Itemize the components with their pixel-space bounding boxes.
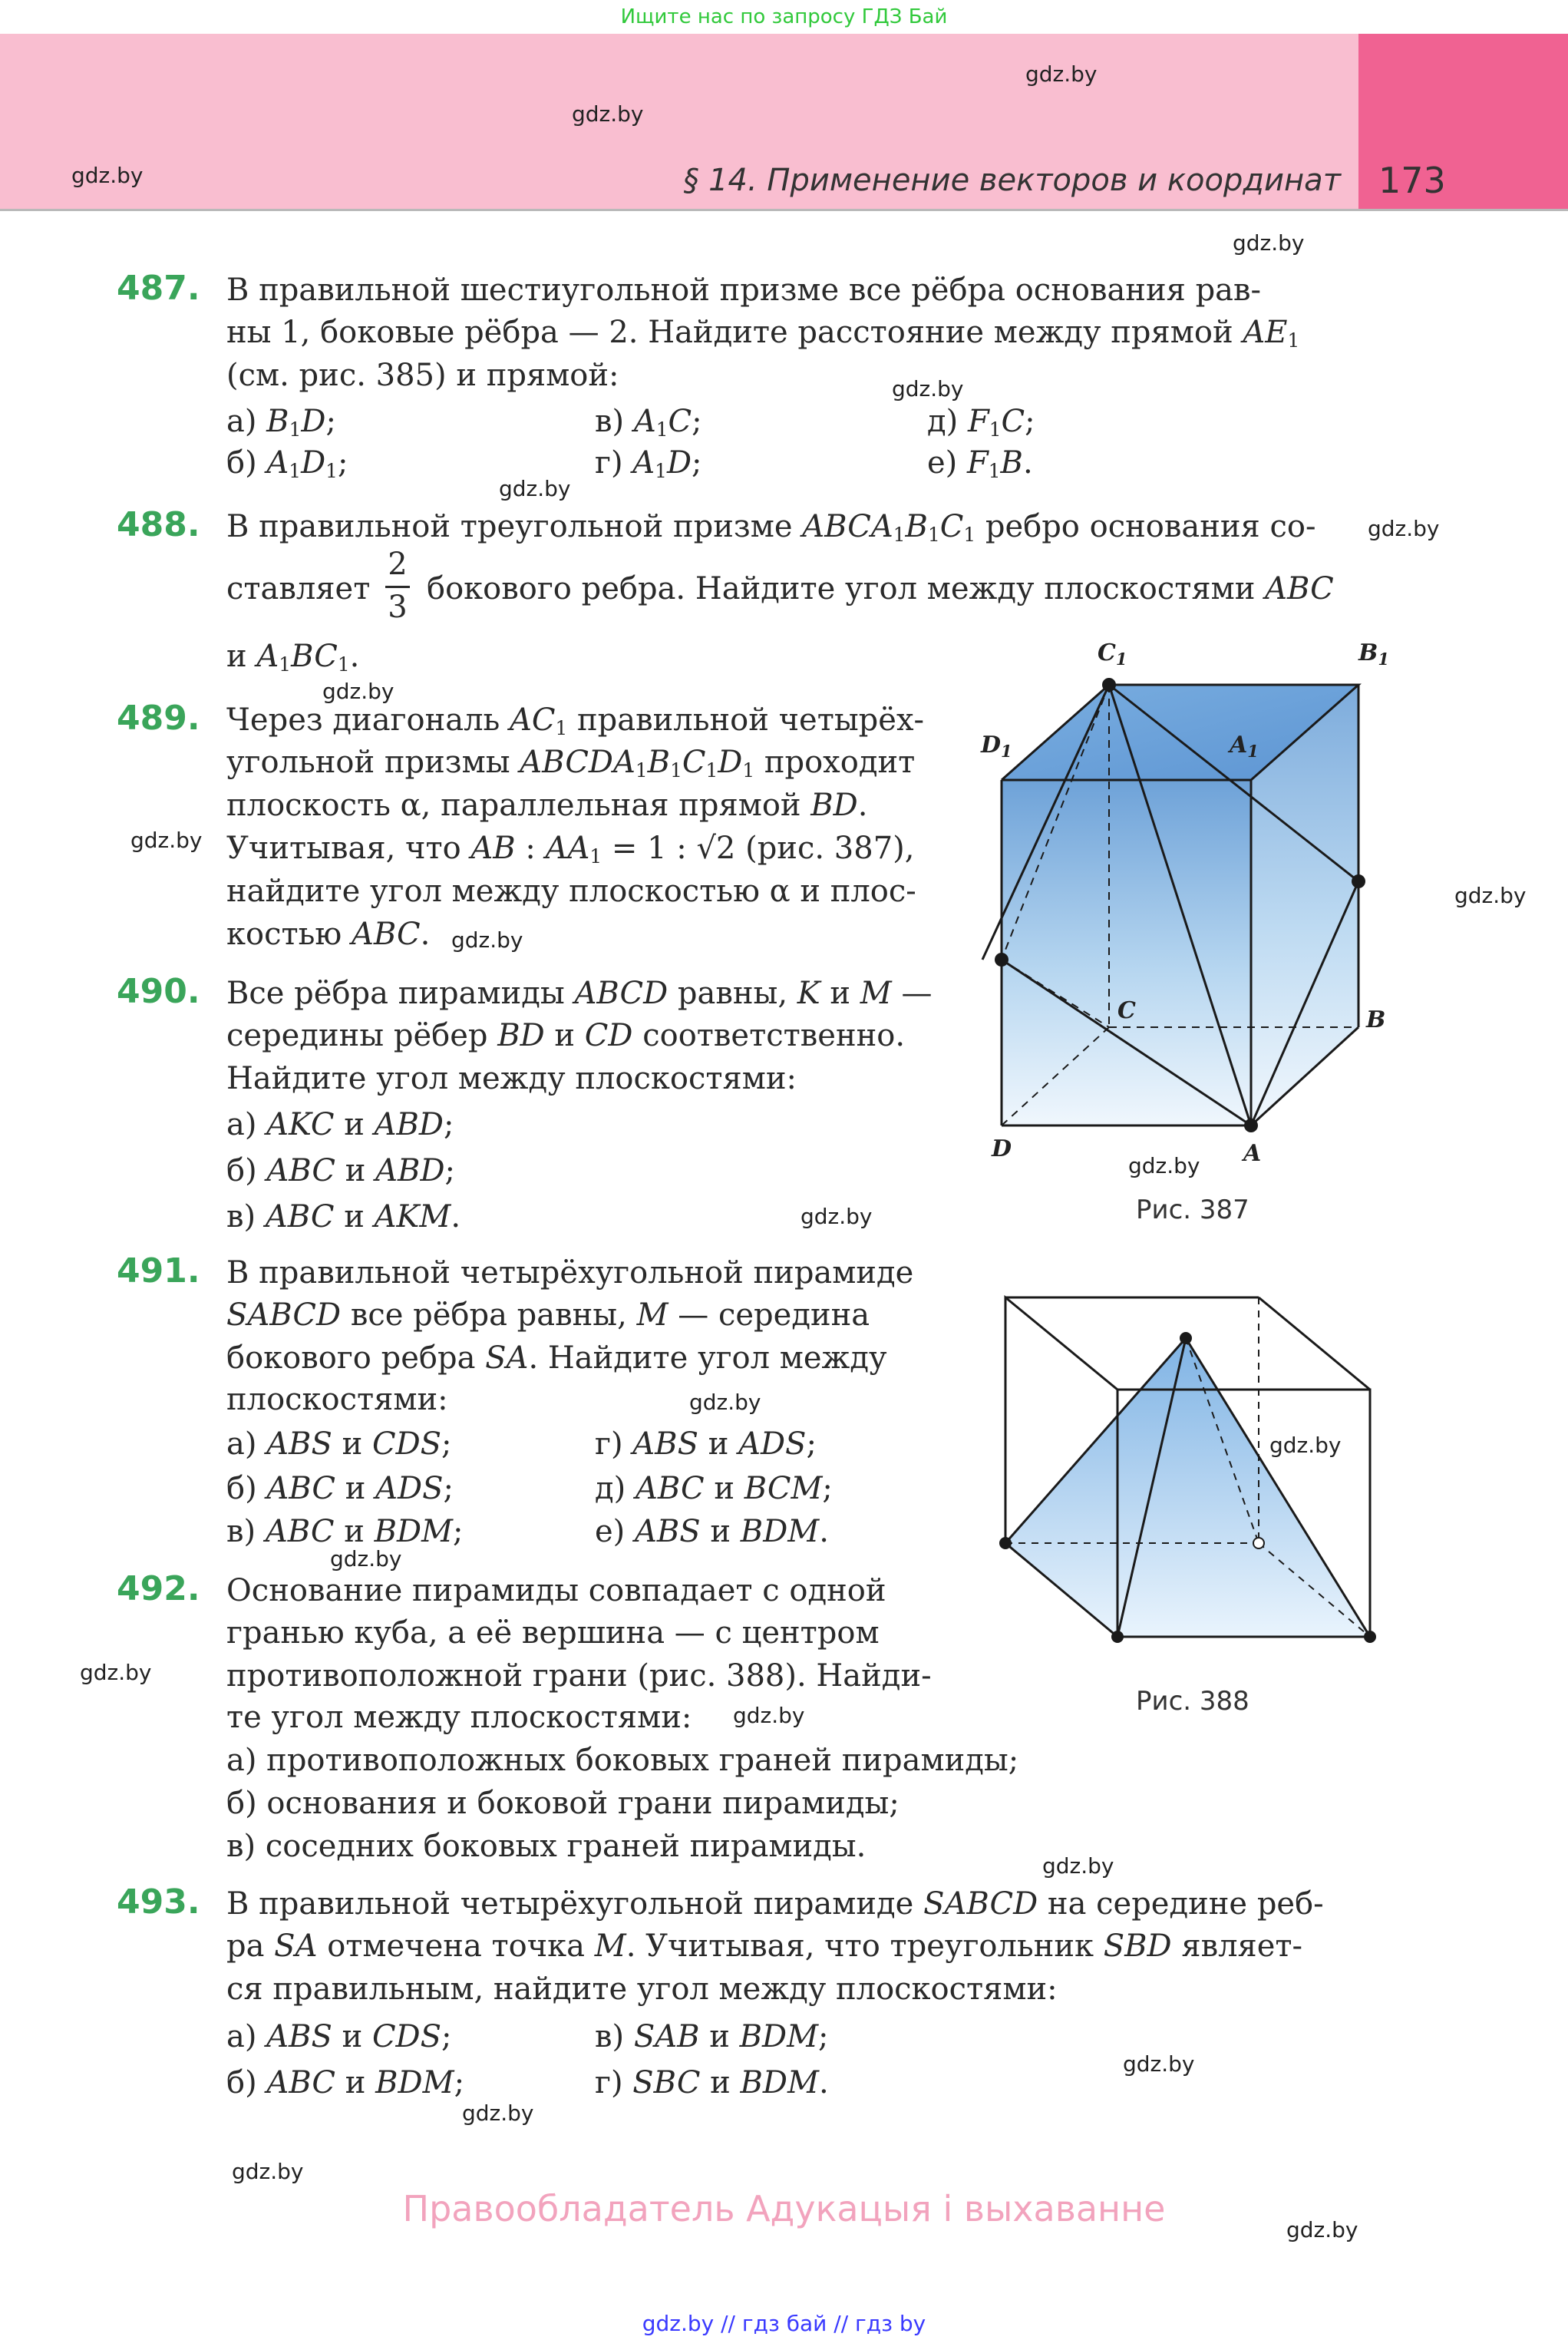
problem-text: и $A_1BC_1$. [226, 639, 360, 676]
option: б) основания и боковой грани пирамиды; [226, 1786, 900, 1821]
point-dd1 [995, 953, 1008, 967]
vertex-point [1111, 1631, 1124, 1643]
label-c: C [1117, 997, 1136, 1024]
option: а) $B_1D$; [226, 404, 336, 441]
watermark: gdz.by [499, 476, 571, 501]
problem-number: 490. [117, 972, 200, 1011]
problem-number: 488. [117, 505, 200, 544]
label-b1: $B_1$ [1358, 640, 1389, 669]
watermark: gdz.by [689, 1390, 761, 1415]
option: а) ABS и CDS; [226, 1426, 452, 1462]
option: г) SBC и BDM. [595, 2065, 829, 2100]
watermark: gdz.by [572, 101, 644, 127]
watermark: gdz.by [130, 828, 203, 853]
problem-text: ра SA отмечена точка M. Учитывая, что треугольник SBD являет- [226, 1929, 1303, 1964]
problem-text: В правильной четырёхугольной пирамиде SABCD на середине реб- [226, 1886, 1324, 1922]
page-number: 173 [1378, 160, 1446, 201]
watermark: gdz.by [1025, 61, 1098, 87]
point-a [1244, 1119, 1258, 1132]
watermark: gdz.by [1123, 2051, 1195, 2077]
problem-text: SABCD все рёбра равны, M — середина [226, 1297, 870, 1333]
problem-text: угольной призмы $ABCDA_1B_1C_1D_1$ проходит [226, 745, 916, 782]
problem-text: Учитывая, что AB : $AA_1 = 1$ : √2 (рис. 387), [226, 831, 915, 868]
option: е) ABS и BDM. [595, 1514, 829, 1549]
problem-text: гранью куба, а её вершина — с центром [226, 1615, 880, 1651]
problem-text: бокового ребра. Найдите угол между плоскостями ABC [427, 571, 1334, 606]
option: в) $A_1C$; [595, 404, 702, 441]
watermark: gdz.by [451, 927, 523, 953]
pyramid-face [1005, 1338, 1370, 1637]
problem-number: 487. [117, 269, 200, 308]
problem-text: Через диагональ $AC_1$ правильной четырёх- [226, 702, 925, 740]
watermark: gdz.by [1269, 1433, 1342, 1458]
problem-text: ся правильным, найдите угол между плоскостями: [226, 1971, 1058, 2007]
figure-caption: Рис. 388 [1136, 1686, 1249, 1717]
hidden-vertex-point [1253, 1538, 1264, 1548]
fraction-bar [385, 586, 410, 588]
option: б) ABC и ADS; [226, 1471, 454, 1506]
problem-text: В правильной четырёхугольной пирамиде [226, 1255, 914, 1291]
watermark: gdz.by [462, 2100, 534, 2126]
problem-number: 493. [117, 1882, 200, 1922]
figure-caption: Рис. 387 [1136, 1195, 1249, 1225]
watermark: gdz.by [1286, 2217, 1358, 2242]
watermark: gdz.by [892, 376, 964, 402]
watermark: gdz.by [1042, 1853, 1114, 1879]
problem-text: бокового ребра SA. Найдите угол между [226, 1340, 887, 1376]
watermark: gdz.by [80, 1660, 152, 1685]
point-bb1 [1352, 874, 1365, 888]
footer-links[interactable]: gdz.by // гдз бай // гдз by [642, 2311, 926, 2336]
problem-text: Все рёбра пирамиды ABCD равны, K и M — [226, 976, 933, 1011]
problem-number: 491. [117, 1251, 200, 1291]
watermark: gdz.by [232, 2159, 304, 2184]
option: г) ABS и ADS; [595, 1426, 817, 1462]
watermark: gdz.by [1233, 230, 1305, 256]
label-b: B [1366, 1006, 1386, 1033]
problem-text: Основание пирамиды совпадает с одной [226, 1573, 886, 1608]
apex-point [1180, 1332, 1192, 1344]
figure-388 [990, 1282, 1389, 1651]
option: в) соседних боковых граней пирамиды. [226, 1829, 867, 1864]
option: а) AKC и ABD; [226, 1107, 454, 1142]
problem-text: середины рёбер BD и CD соответственно. [226, 1018, 906, 1053]
problem-text: те угол между плоскостями: [226, 1700, 692, 1735]
problem-text: (см. рис. 385) и прямой: [226, 358, 619, 393]
problem-text: ставляет [226, 571, 371, 606]
option: в) ABC и BDM; [226, 1514, 464, 1549]
vertex-point [1364, 1631, 1376, 1643]
problem-text: ны 1, боковые рёбра — 2. Найдите расстояние между прямой $AE_1$ [226, 315, 1300, 352]
problem-text: костью ABC. [226, 917, 431, 952]
label-a: A [1243, 1140, 1262, 1167]
problem-text: противоположной грани (рис. 388). Найди- [226, 1658, 932, 1694]
problem-text: найдите угол между плоскостью α и плос- [226, 874, 916, 909]
option: б) ABC и BDM; [226, 2065, 465, 2100]
watermark: gdz.by [801, 1204, 873, 1229]
fraction-denominator: 3 [388, 590, 408, 625]
watermark: gdz.by [330, 1546, 402, 1572]
point-c1 [1102, 678, 1116, 692]
option: д) ABC и BCM; [595, 1471, 833, 1506]
problem-number: 492. [117, 1569, 200, 1608]
problem-text: В правильной шестиугольной призме все рёбра основания рав- [226, 273, 1262, 308]
label-d1: $D_1$ [981, 732, 1012, 761]
section-title: § 14. Применение векторов и координат [683, 163, 1341, 198]
fraction-numerator: 2 [388, 547, 408, 582]
problem-number: 489. [117, 699, 200, 738]
option: б) ABC и ABD; [226, 1153, 455, 1188]
copyright-notice: Правообладатель Адукацыя і выхаванне [402, 2188, 1166, 2229]
figure-387 [959, 637, 1451, 1175]
option: д) $F_1C$; [927, 404, 1035, 441]
option: б) $A_1D_1$; [226, 445, 348, 483]
watermark: gdz.by [71, 163, 144, 188]
option: в) SAB и BDM; [595, 2019, 829, 2054]
problem-text: плоскостями: [226, 1382, 448, 1417]
watermark: gdz.by [322, 679, 394, 704]
watermark: gdz.by [1368, 516, 1440, 541]
option: а) противоположных боковых граней пирамиды; [226, 1743, 1019, 1778]
watermark: gdz.by [1128, 1153, 1200, 1178]
option: е) $F_1B$. [927, 445, 1033, 483]
label-c1: $C_1$ [1098, 640, 1127, 669]
label-d: D [992, 1135, 1012, 1162]
top-banner[interactable]: Ищите нас по запросу ГДЗ Бай [620, 5, 948, 28]
watermark: gdz.by [1454, 883, 1527, 908]
option: а) ABS и CDS; [226, 2019, 452, 2054]
option: в) ABC и AKM. [226, 1199, 461, 1234]
problem-text: Найдите угол между плоскостями: [226, 1061, 797, 1096]
header-rule [0, 209, 1568, 211]
vertex-point [999, 1537, 1012, 1549]
problem-text: плоскость α, параллельная прямой BD. [226, 788, 868, 823]
label-a1: $A_1$ [1230, 732, 1259, 761]
watermark: gdz.by [733, 1703, 805, 1728]
option: г) $A_1D$; [595, 445, 702, 483]
problem-text: В правильной треугольной призме $ABCA_1B_1C_1$ ребро основания со- [226, 509, 1316, 547]
